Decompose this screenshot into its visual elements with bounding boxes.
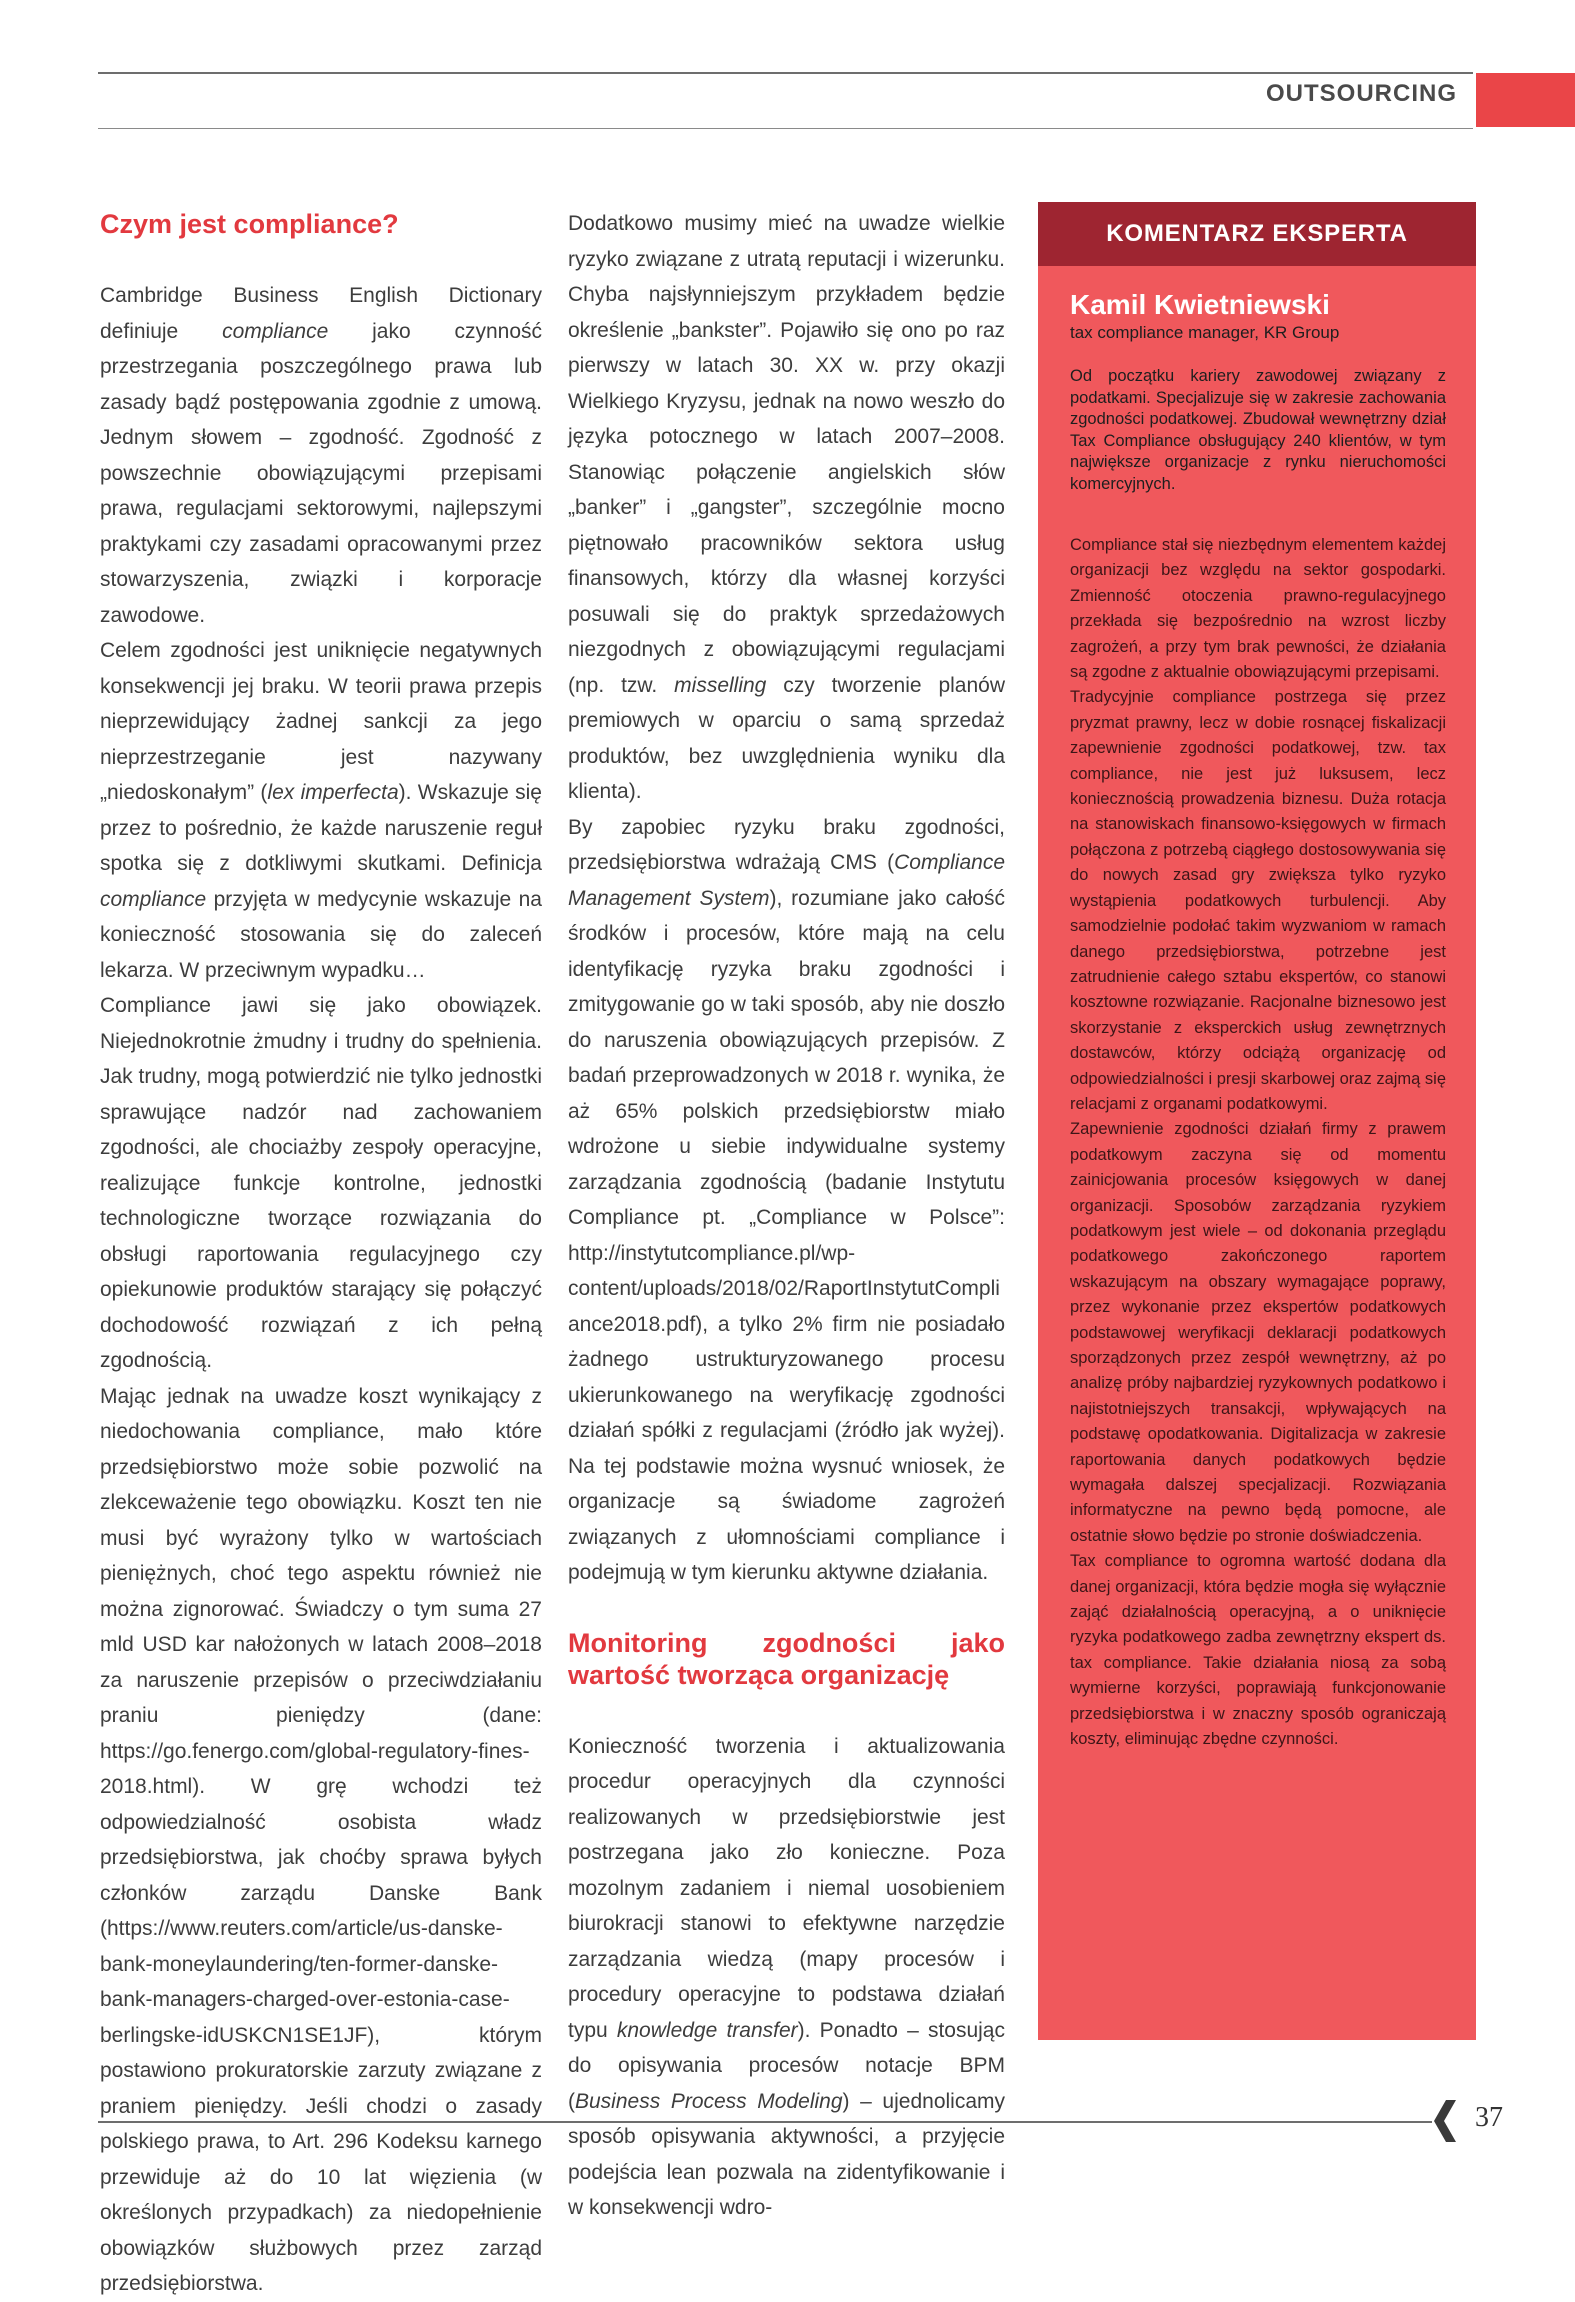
paragraph: Dodatkowo musimy mieć na uwadze wielkie ryzyko związane z utratą reputacji i wizerunku. Chyba najsłynniejszym przykładem będzie określenie „bankster”. Pojawiło się ono po raz pierwszy w latach 30. XX w. przy okazji Wielkiego Kryzysu, jednak na nowo weszło do języka potocznego w latach 2007–2008. Stanowiąc połączenie angielskich słów „banker” i „gangster”, szczególnie mocno piętnowało pracowników sektora usług finansowych, którzy dla własnej korzyści posuwali się do praktyk sprzedażowych niezgodnych z obowiązującymi regulacjami (np. tzw. misselling czy tworzenie planów premiowych w oparciu o samą sprzedaż produktów, bez uwzględnienia wyniku dla klienta).: [568, 212, 1005, 803]
section-heading: Monitoring zgodności jako wartość tworząca organizację: [568, 1627, 1005, 1690]
paragraph: Tax compliance to ogromna wartość dodana dla danej organizacji, która będzie mogła się wyłącznie zająć działalnością operacyjną, a o uniknięcie ryzyka podatkowego zadba zewnętrzny ekspert ds. tax compliance. Takie działania niosą za sobą wymierne korzyści, poprawiają funkcjonowanie przedsiębiorstwa i w znaczny sposób ograniczają koszty, eliminując zbędne czynności.: [1070, 1552, 1446, 1749]
paragraph: Konieczność tworzenia i aktualizowania procedur operacyjnych dla czynności realizowanych w przedsiębiorstwie jest postrzegana jako zło konieczne. Poza mozolnym zadaniem i niemal uosobieniem biurokracji stanowi to efektywne narzędzie zarządzania wiedzą (mapy procesów i procedury operacyjne to podstawa działań typu knowledge transfer). Ponadto – stosując do opisywania procesów notacje BPM (Business Process Modeling) – ujednolicamy sposób opisywania aktywności, a przyjęcie podejścia lean pozwala na zidentyfikowanie i w konsekwencji wdro-: [568, 1734, 1005, 2219]
paragraph: Zapewnienie zgodności działań firmy z prawem podatkowym zaczyna się od momentu zainicjowania procesów księgowych w danej organizacji. Sposobów zarządzania ryzykiem podatkowym jest wiele – od dokonania przeglądu podatkowego zakończonego raportem wskazującym na obszary wymagające poprawy, przez wykonanie przez ekspertów podatkowych podstawowej weryfikacji deklaracji podatkowych sporządzonych przez zespół wewnętrzny, aż po analizę próby najbardziej ryzykownych podatkowo i najistotniejszych transakcji, wpływających na podstawę opodatkowania. Digitalizacja w zakresie raportowania danych podatkowych będzie wymagała dalszej specjalizacji. Rozwiązania informatyczne na pewno będą pomocne, ale ostatnie słowo będzie po stronie doświadczenia.: [1070, 1120, 1446, 1545]
section-heading: Czym jest compliance?: [100, 209, 399, 239]
paragraph: By zapobiec ryzyku braku zgodności, przedsiębiorstwa wdrażają CMS (Compliance Management System), rozumiane jako całość środków i procesów, które mają na celu identyfikację ryzyka braku zgodności i zmitygowanie go w taki sposób, aby nie doszło do naruszenia obowiązujących przepisów. Z badań przeprowadzonych w 2018 r. wynika, że aż 65% polskich przedsiębiorstw miało wdrożone u siebie indywidualne systemy zarządzania zgodnością (badanie Instytutu Compliance pt. „Compliance w Polsce”: http://instytutcompliance.pl/wp-content/uploads/2018/02/RaportInstytutCompliance2018.pdf), a tylko 2% firm nie posiadało żadnego ustrukturyzowanego procesu ukierunkowanego na weryfikację zgodności działań spółki z regulacjami (źródło jak wyżej). Na tej podstawie można wysnuć wniosek, że organizacje są świadome zagrożeń związanych z ułomnościami compliance i podejmują w tym kierunku aktywne działania.: [568, 815, 1005, 1584]
expert-comment-box: [1038, 202, 1476, 2040]
page-number: 37: [1475, 2102, 1503, 2133]
header-rule-top: [98, 72, 1473, 74]
expert-name: Kamil Kwietniewski: [1070, 289, 1330, 320]
expert-comment-body: [1070, 533, 1446, 1753]
footer-rule: [98, 2121, 1432, 2123]
expert-box-title: KOMENTARZ EKSPERTA: [1038, 202, 1476, 266]
section-tab-marker: [1476, 73, 1575, 127]
paragraph: Compliance jawi się jako obowiązek. Niejednokrotnie żmudny i trudny do spełnienia. Jak trudny, mogą potwierdzić nie tylko jednostki sprawujące nadzór nad zachowaniem zgodności, ale chociażby zespoły operacyjne, realizujące funkcje kontrolne, jednostki technologiczne tworzące rozwiązania do obsługi raportowania regulacyjnego czy opiekunowie produktów starający się połączyć dochodowość rozwiązań z ich pełną zgodnością.: [100, 994, 542, 1372]
chevron-left-icon: [1432, 2100, 1462, 2142]
article-column-1: [100, 200, 542, 2302]
article-column-2: [568, 206, 1005, 2226]
header-rule-bottom: [98, 128, 1473, 129]
paragraph: Cambridge Business English Dictionary definiuje compliance jako czynność przestrzegania poszczególnego prawa lub zasady bądź postępowania zgodnie z umową. Jednym słowem – zgodność. Zgodność z powszechnie obowiązującymi przepisami prawa, regulacjami sektorowymi, najlepszymi praktykami czy zasadami opracowanymi przez stowarzyszenia, związki i korporacje zawodowe.: [100, 284, 543, 627]
section-label: OUTSOURCING: [1266, 80, 1457, 107]
paragraph: Celem zgodności jest uniknięcie negatywnych konsekwencji jej braku. W teorii prawa przepis nieprzewidujący żadnej sankcji za jego nieprzestrzeganie jest nazywany „niedoskonałym” (lex imperfecta). Wskazuje się przez to pośrednio, że każde naruszenie reguł spotka się z dotkliwymi skutkami. Definicja compliance przyjęta w medycynie wskazuje na konieczność stosowania się do zaleceń lekarza. W przeciwnym wypadku…: [100, 639, 542, 982]
expert-role: tax compliance manager, KR Group: [1070, 323, 1340, 342]
expert-bio: Od początku kariery zawodowej związany z podatkami. Specjalizuje się w zakresie zachowania zgodności podatkowej. Zbudował wewnętrzny dział Tax Compliance obsługujący 240 klientów, w tym największe organizacje z rynku nieruchomości komercyjnych.: [1070, 367, 1446, 493]
paragraph: Compliance stał się niezbędnym elementem każdej organizacji bez względu na sektor gospodarki. Zmienność otoczenia prawno-regulacyjnego przekłada się bezpośrednio na wzrost liczby zagrożeń, a przy tym brak pewności, że działania są zgodne z aktualnie obowiązującymi przepisami.: [1070, 536, 1446, 682]
paragraph: Tradycyjnie compliance postrzega się przez pryzmat prawny, lecz w dobie rosnącej fiskalizacji zapewnienie zgodności podatkowej, tzw. tax compliance, nie jest już luksusem, lecz koniecznością prowadzenia biznesu. Duża rotacja na stanowiskach finansowo-księgowych w firmach połączona z potrzebą ciągłego dostosowywania się do nowych zasad gry zwiększa tylko ryzyko wystąpienia podatkowych turbulencji. Aby samodzielnie podołać takim wyzwaniom w ramach danego przedsiębiorstwa, potrzebne jest zatrudnienie całego sztabu ekspertów, co stanowi kosztowne rozwiązanie. Racjonalne biznesowo jest skorzystanie z eksperckich usług zewnętrznych dostawców, którzy odciążą organizację od odpowiedzialności i presji skarbowej oraz zajmą się relacjami z organami podatkowymi.: [1070, 688, 1447, 1113]
paragraph: Mając jednak na uwadze koszt wynikający z niedochowania compliance, mało które przedsiębiorstwo może sobie pozwolić na zlekceważenie tego obowiązku. Koszt ten nie musi być wyrażony tylko w wartościach pieniężnych, choć tego aspektu również nie można zignorować. Świadczy o tym suma 27 mld USD kar nałożonych w latach 2008–2018 za naruszenie przepisów o przeciwdziałaniu praniu pieniędzy (dane: https://go.fenergo.com/global-regulatory-fines-2018.html). W grę wchodzi też odpowiedzialność osobista władz przedsiębiorstwa, jak choćby sprawa byłych członków zarządu Danske Bank (https://www.reuters.com/article/us-danske-bank-moneylaundering/ten-former-danske-bank-managers-charged-over-estonia-case-berlingske-idUSKCN1SE1JF), którym postawiono prokuratorskie zarzuty związane z praniem pieniędzy. Jeśli chodzi o zasady polskiego prawa, to Art. 296 Kodeksu karnego przewiduje aż do 10 lat więzienia (w określonych przypadkach) za niedopełnienie obowiązków służbowych przez zarząd przedsiębiorstwa.: [100, 1384, 542, 2295]
